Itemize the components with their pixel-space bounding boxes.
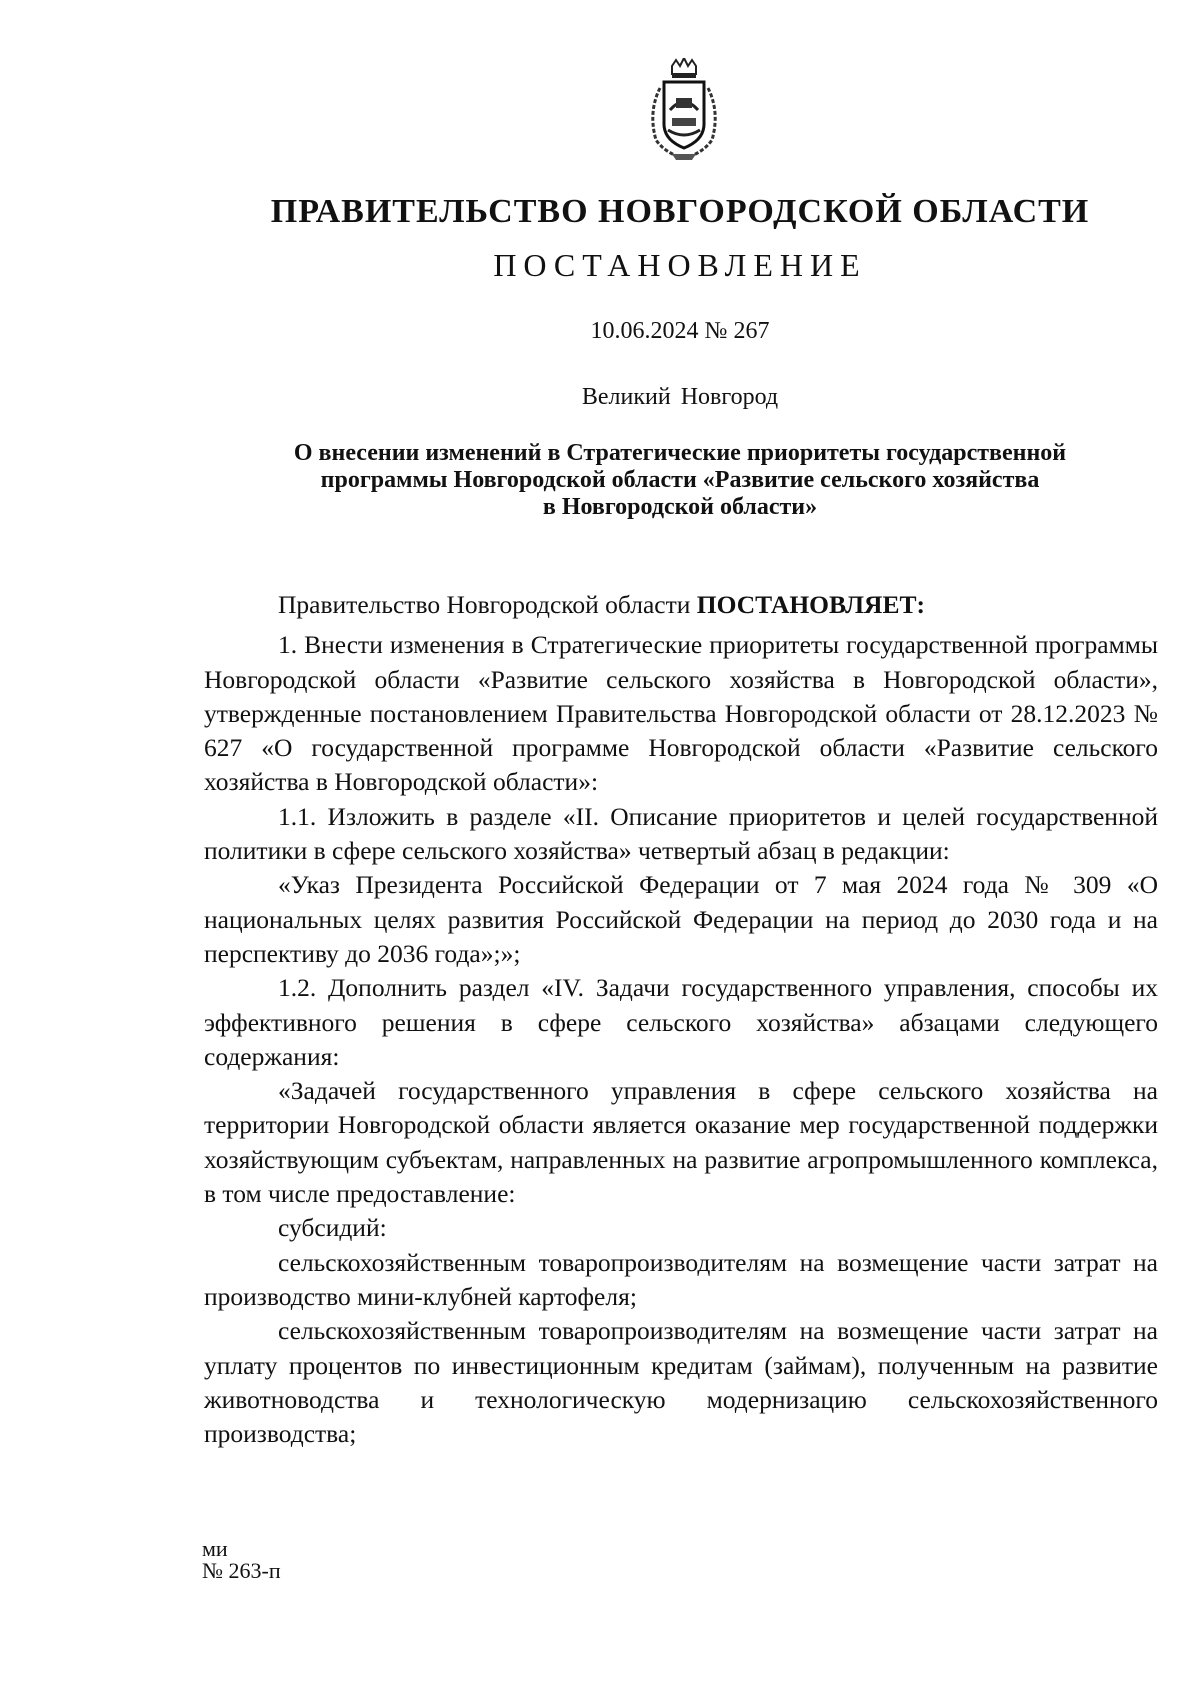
paragraph-subsidy-interest: сельскохозяйственным товаропроизводителям на возмещение части затрат на уплату процентов по инвестиционным кредитам (займам), полученным на развитие животноводства и технологическую модернизацию сельскохозяйственного производства; xyxy=(204,1316,1158,1449)
document-date-number: 10.06.2024 № 267 xyxy=(590,318,770,344)
paragraph-1: 1. Внести изменения в Стратегические приоритеты государственной программы Новгородской области «Развитие сельского хозяйства в Новгородской области», утвержденные постановлением Правительства Новгородской области от 28.12.2023 № 627 «О государственной программе Новгородской области «Развитие сельского хозяйства в Новгородской области»: xyxy=(204,630,1158,797)
paragraph-subsidies: субсидий: xyxy=(278,1213,387,1243)
subject-line: О внесении изменений в Стратегические приоритеты государственной xyxy=(293,440,1067,466)
document-subject xyxy=(200,440,1160,521)
document-type: ПОСТАНОВЛЕНИЕ xyxy=(493,247,867,283)
subject-line: программы Новгородской области «Развитие сельского хозяйства xyxy=(320,467,1040,493)
paragraph-1-2: 1.2. Дополнить раздел «IV. Задачи государственного управления, способы их эффективного решения в сфере сельского хозяйства» абзацами следующего содержания: xyxy=(204,973,1158,1071)
footer-registration xyxy=(202,1538,281,1582)
document-place: Великий Новгород xyxy=(581,384,779,410)
paragraph-subsidy-potato: сельскохозяйственным товаропроизводителям на возмещение части затрат на производство мини-клубней картофеля; xyxy=(204,1247,1158,1311)
paragraph-quote-tasks: «Задачей государственного управления в сфере сельского хозяйства на территории Новгородской области является оказание мер государственной поддержки хозяйствующим субъектам, направленных на развитие агропромышленного комплекса, в том числе предоставление: xyxy=(204,1076,1158,1209)
intro-text: Правительство Новгородской области xyxy=(278,590,697,619)
resolution-intro xyxy=(204,588,1158,622)
subject-line: в Новгородской области» xyxy=(542,494,818,520)
government-title: ПРАВИТЕЛЬСТВО НОВГОРОДСКОЙ ОБЛАСТИ xyxy=(270,193,1090,230)
document-body xyxy=(204,588,1158,1451)
paragraph-1-1: 1.1. Изложить в разделе «II. Описание приоритетов и целей государственной политики в сфере сельского хозяйства» четвертый абзац в редакции: xyxy=(204,801,1158,866)
paragraph-quote-decree: «Указ Президента Российской Федерации от 7 мая 2024 года № 309 «О национальных целях развития Российской Федерации на период до 2030 года и на перспективу до 2036 года»;»; xyxy=(204,870,1158,968)
coat-of-arms-emblem xyxy=(642,58,726,162)
resolves-keyword: ПОСТАНОВЛЯЕТ: xyxy=(696,590,925,619)
footer-code: № 263-п xyxy=(202,1558,281,1583)
footer-initials: ми xyxy=(202,1536,228,1561)
